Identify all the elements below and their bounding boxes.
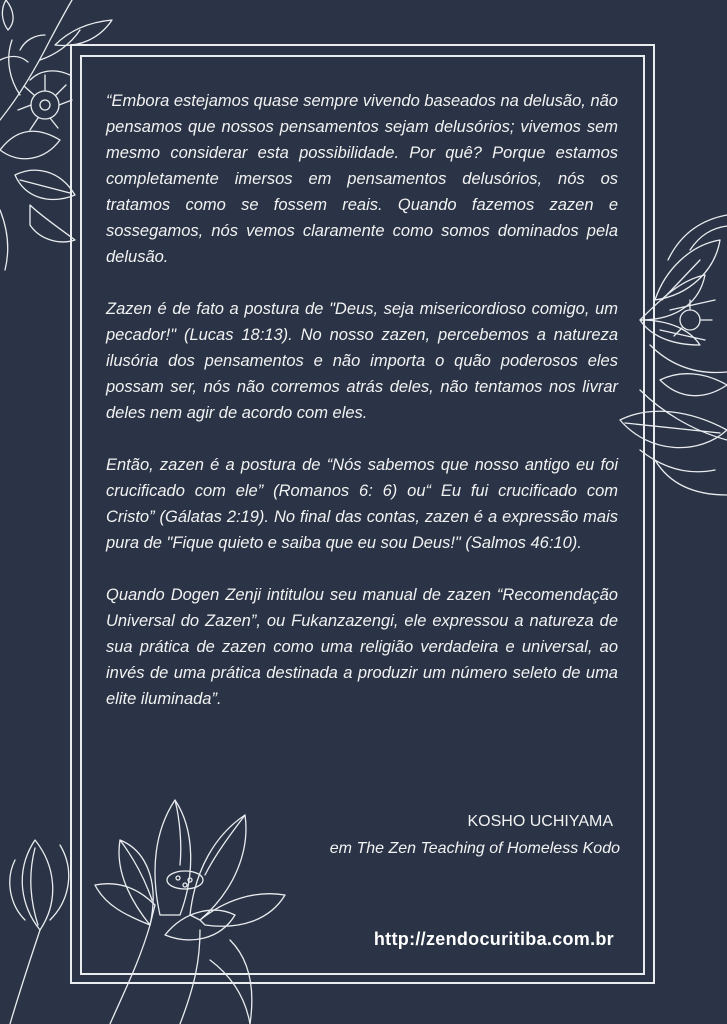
quote-paragraph: Zazen é de fato a postura de "Deus, seja misericordioso comigo, um pecador!" (Lucas 18:13). No nosso zazen, percebemos a natureza ilusória dos pensamentos e não importa o quão poderosos eles possam ser, nós não corremos atrás deles, não tentamos nos livrar deles nem agir de acordo com eles. (106, 300, 618, 422)
source-title: em The Zen Teaching of Homeless Kodo (329, 840, 620, 857)
attribution (330, 808, 620, 862)
quote-text (106, 88, 618, 738)
quote-paragraph: “Embora estejamos quase sempre vivendo baseados na delusão, não pensamos que nossos pensamentos sejam delusórios; vivemos sem mesmo considerar esta possibilidade. Por quê? Porque estamos completamente imersos em pensamentos delusórios, nós os tratamos como se fossem reais. Quando fazemos zazen e sossegamos, nós vemos claramente como somos dominados pela delusão. (106, 92, 618, 266)
quote-paragraph: Quando Dogen Zenji intitulou seu manual de zazen “Recomendação Universal do Zazen”, ou Fukanzazengi, ele expressou a natureza de sua prática de zazen como uma religião verdadeira e universal, ao invés de uma prática destinada a produzir um número seleto de uma elite iluminada”. (106, 586, 618, 708)
quote-paragraph: Então, zazen é a postura de “Nós sabemos que nosso antigo eu foi crucificado com ele” (Romanos 6: 6) ou“ Eu fui crucificado com Cristo” (Gálatas 2:19). No final das contas, zazen é a expressão mais pura de "Fique quieto e saiba que eu sou Deus!" (Salmos 46:10). (106, 456, 618, 552)
website-url: http://zendocuritiba.com.br (373, 929, 614, 949)
author-name: KOSHO UCHIYAMA (467, 813, 613, 830)
